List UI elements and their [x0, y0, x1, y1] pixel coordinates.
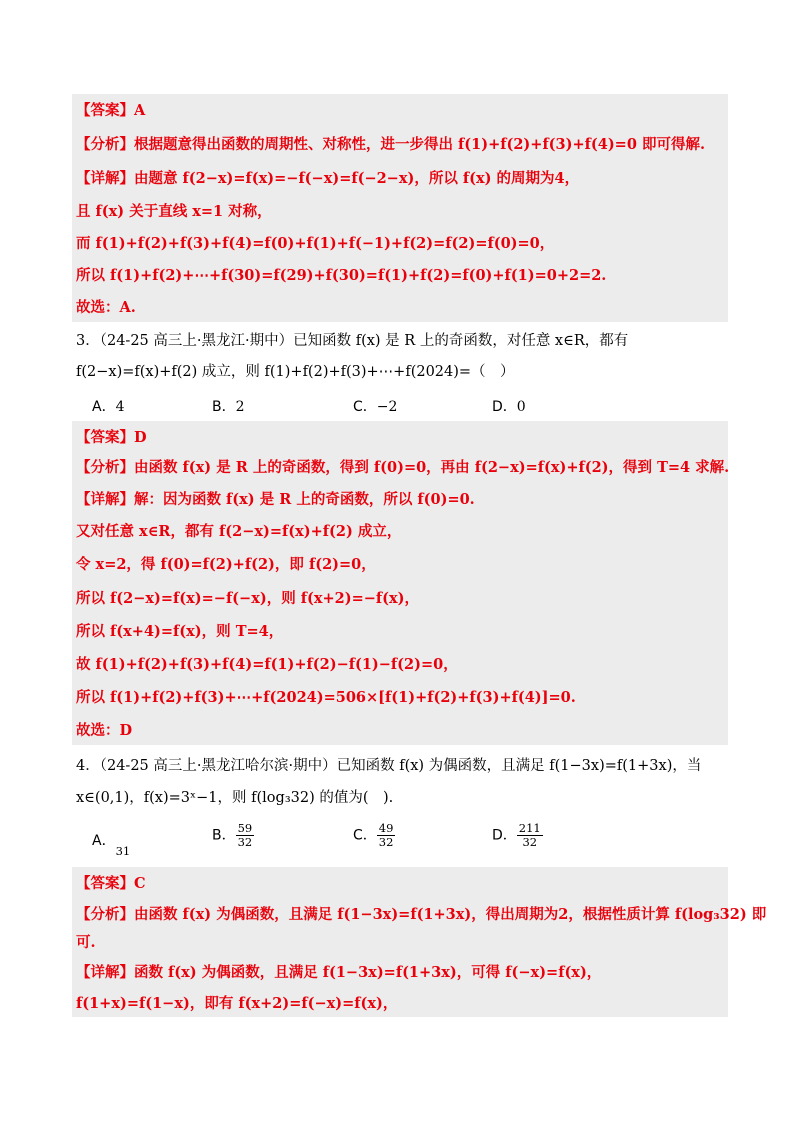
analysis-text: 【分析】根据题意得出函数的周期性、对称性，进一步得出 f(1)+f(2)+f(3)+f(4)=0 即可得解.	[76, 136, 706, 153]
answer-label: 【答案】A	[76, 102, 146, 119]
choice-text: 故选：D	[76, 722, 133, 739]
option-c: C．−2	[353, 399, 398, 415]
detail-text: 所以 f(1)+f(2)+f(3)+⋯+f(2024)=506×[f(1)+f(2)+f(3)+f(4)]=0.	[76, 689, 576, 706]
detail-text: 所以 f(2−x)=f(x)=−f(−x)，则 f(x+2)=−f(x)，	[76, 590, 419, 607]
analysis-text: 【分析】由函数 f(x) 是 R 上的奇函数，得到 f(0)=0，再由 f(2−x)=f(x)+f(2)，得到 T=4 求解.	[76, 459, 730, 476]
question-3-stem: f(2−x)=f(x)+f(2) 成立，则 f(1)+f(2)+f(3)+⋯+f(2024)=（ ）	[76, 364, 515, 380]
detail-text: 所以 f(1)+f(2)+⋯+f(30)=f(29)+f(30)=f(1)+f(2)=f(0)+f(1)=0+2=2.	[76, 267, 607, 284]
detail-text: 且 f(x) 关于直线 x=1 对称，	[76, 203, 272, 220]
detail-text: f(1+x)=f(1−x)，即有 f(x+2)=f(−x)=f(x)，	[76, 995, 398, 1012]
option-a: A．4	[92, 399, 125, 415]
answer-label: 【答案】C	[76, 875, 146, 892]
question-4-stem: 4．（24-25 高三上·黑龙江哈尔滨·期中）已知函数 f(x) 为偶函数，且满足 f(1−3x)=f(1+3x)，当	[76, 758, 702, 774]
detail-text: 而 f(1)+f(2)+f(3)+f(4)=f(0)+f(1)+f(−1)+f(2)=f(2)=f(0)=0，	[76, 235, 555, 252]
detail-text: 所以 f(x+4)=f(x)，则 T=4，	[76, 623, 284, 640]
question-4-stem: x∈(0,1)，f(x)=3ˣ−1，则 f(log₃32) 的值为( ).	[76, 790, 394, 806]
detail-text: 【详解】函数 f(x) 为偶函数，且满足 f(1−3x)=f(1+3x)，可得 f(−x)=f(x)，	[76, 964, 602, 981]
detail-text: 故 f(1)+f(2)+f(3)+f(4)=f(1)+f(2)−f(1)−f(2)=0，	[76, 656, 458, 673]
option-b: B． $\frac{59}{32}$	[212, 821, 253, 849]
detail-text: 【详解】解：因为函数 f(x) 是 R 上的奇函数，所以 f(0)=0.	[76, 491, 475, 508]
option-a: A．31	[92, 833, 131, 858]
option-b: B．2	[212, 399, 245, 415]
option-d: D． $\frac{211}{32}$	[492, 821, 541, 849]
option-c: C． $\frac{49}{32}$	[353, 821, 394, 849]
choice-text: 故选：A.	[76, 299, 136, 316]
option-d: D．0	[492, 399, 526, 415]
question-3-stem: 3．（24-25 高三上·黑龙江·期中）已知函数 f(x) 是 R 上的奇函数，对任意 x∈R，都有	[76, 333, 629, 349]
answer-label: 【答案】D	[76, 429, 147, 446]
detail-text: 令 x=2，得 f(0)=f(2)+f(2)，即 f(2)=0，	[76, 556, 376, 573]
detail-text: 【详解】由题意 f(2−x)=f(x)=−f(−x)=f(−2−x)，所以 f(x) 的周期为4，	[76, 170, 580, 187]
analysis-text: 可.	[76, 934, 96, 951]
detail-text: 又对任意 x∈R，都有 f(2−x)=f(x)+f(2) 成立，	[76, 523, 402, 540]
analysis-text: 【分析】由函数 f(x) 为偶函数，且满足 f(1−3x)=f(1+3x)，得出周期为2，根据性质计算 f(log₃32) 即	[76, 906, 767, 923]
